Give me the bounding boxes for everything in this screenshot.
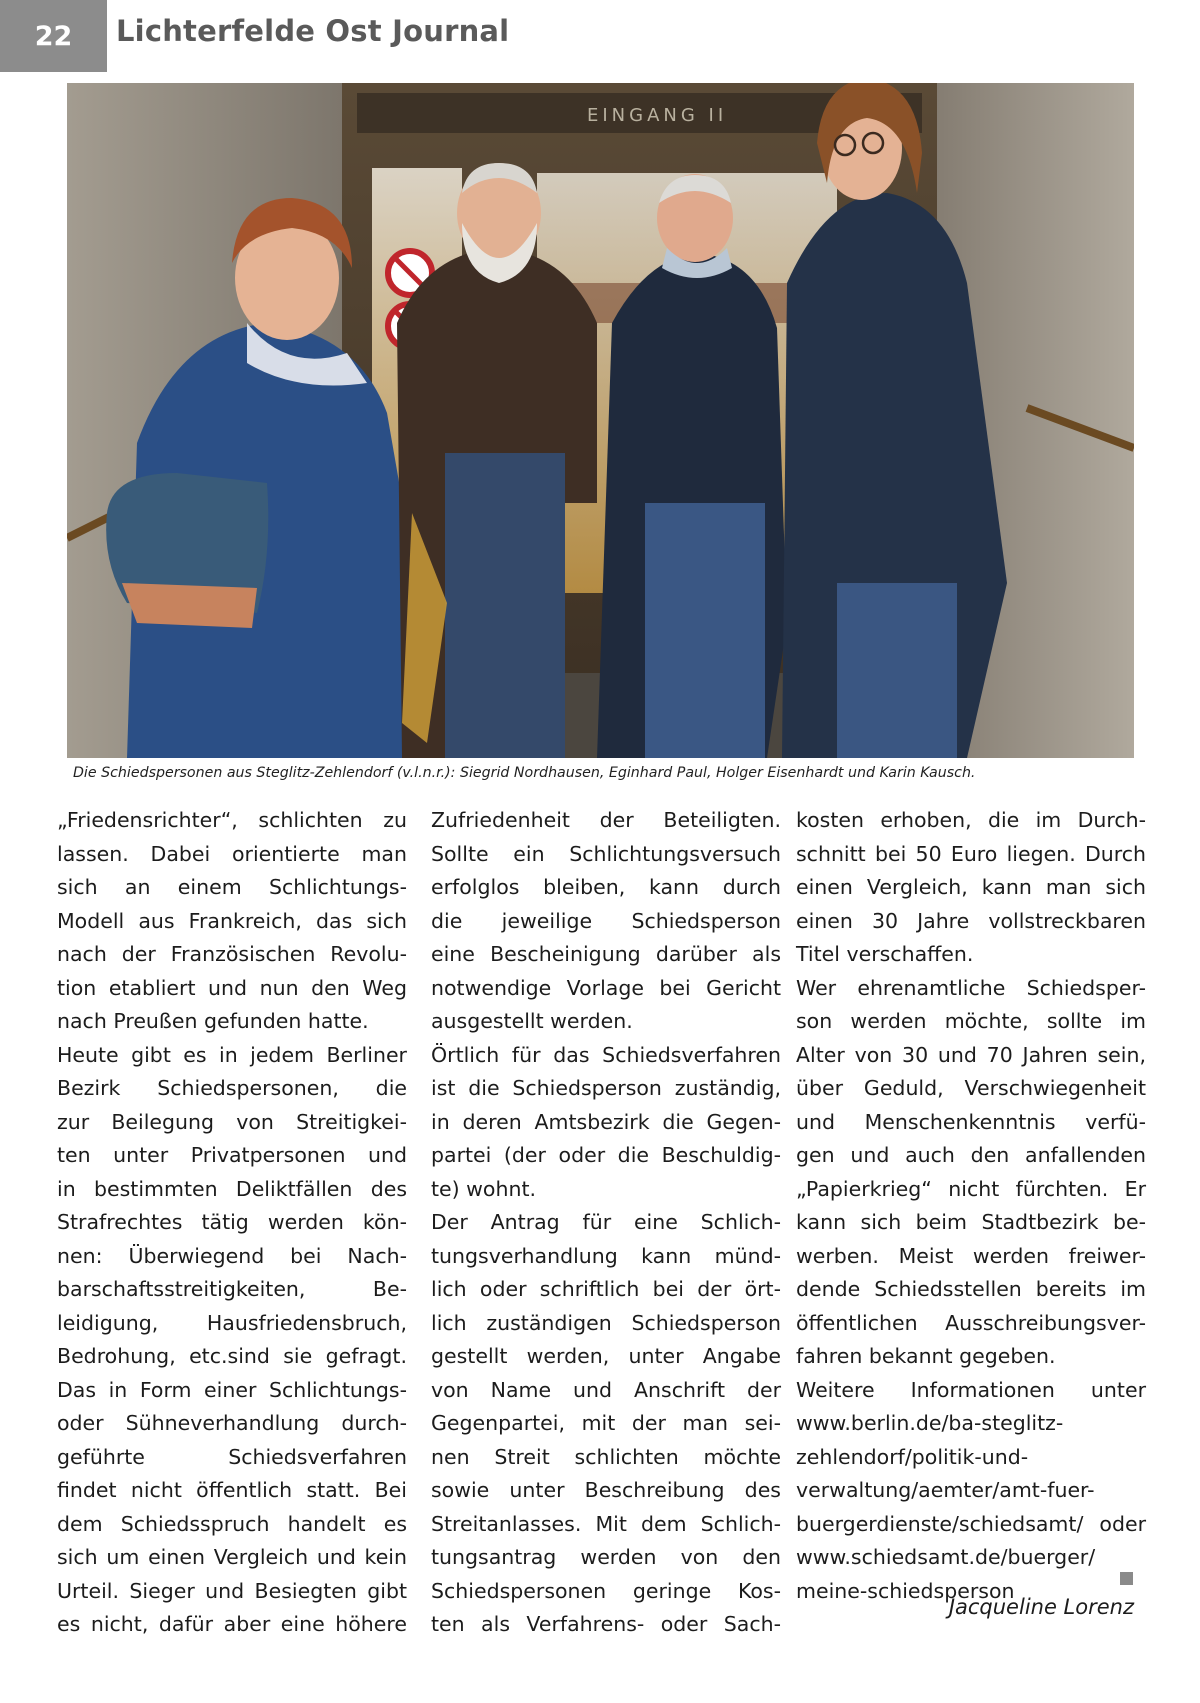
text-line: in bestimmten Deliktfällen des — [57, 1176, 407, 1201]
text-line: lich zuständigen Schiedsperson — [431, 1310, 781, 1335]
text-line: schnitt bei 50 Euro liegen. Durch — [796, 841, 1146, 866]
text-line: Titel verschaffen. — [796, 942, 974, 966]
text-line: Gegenpartei, mit der man sei- — [431, 1411, 781, 1435]
text-line: „Papierkrieg“ nicht fürchten. Er — [796, 1176, 1146, 1201]
text-line: sich um einen Vergleich und kein — [57, 1545, 407, 1569]
text-line: tungsverhandlung kann münd- — [431, 1243, 781, 1268]
text-line: Der Antrag für eine Schlich- — [431, 1210, 781, 1234]
text-line: zehlendorf/politik-und- — [796, 1444, 1029, 1469]
text-line: son werden möchte, sollte im — [796, 1009, 1146, 1033]
text-line: tion etabliert und nun den Weg — [57, 975, 407, 1000]
article-end-mark — [1120, 1572, 1133, 1585]
text-line: nach der Französischen Revolu- — [57, 942, 407, 966]
text-line: zur Beilegung von Streitigkei- — [57, 1109, 407, 1134]
article-column-2 — [431, 804, 781, 1642]
text-line: verwaltung/aemter/amt-fuer- — [796, 1478, 1095, 1502]
text-line: sich an einem Schlichtungs- — [57, 875, 407, 899]
text-line: dem Schiedsspruch handelt es — [57, 1511, 407, 1536]
text-line: Alter von 30 und 70 Jahren sein, — [796, 1042, 1146, 1067]
text-line: nach Preußen gefunden hatte. — [57, 1009, 369, 1033]
text-line: Sollte ein Schlichtungsversuch — [431, 841, 781, 866]
text-line: einen Vergleich, kann man sich — [796, 875, 1146, 899]
text-line: Bezirk Schiedspersonen, die — [57, 1076, 407, 1100]
text-line: leidigung, Hausfriedensbruch, — [57, 1310, 407, 1335]
article-column-3 — [796, 804, 1146, 1608]
text-line: Modell aus Frankreich, das sich — [57, 908, 407, 933]
text-line: te) wohnt. — [431, 1176, 537, 1201]
text-line: lich oder schriftlich bei der ört- — [431, 1277, 781, 1301]
text-line: Schiedspersonen geringe Kos- — [431, 1578, 781, 1603]
text-line: Zufriedenheit der Beteiligten. — [431, 808, 781, 832]
text-line: Das in Form einer Schlichtungs- — [57, 1377, 407, 1402]
text-line: ausgestellt werden. — [431, 1009, 633, 1033]
article-column-1 — [57, 804, 407, 1642]
text-line: öffentlichen Ausschreibungsver- — [796, 1310, 1146, 1335]
text-line: ten unter Privatpersonen und — [57, 1143, 407, 1167]
text-line: findet nicht öffentlich statt. Bei — [57, 1478, 407, 1502]
text-line: kosten erhoben, die im Durch- — [796, 808, 1146, 832]
author-name: Jacqueline Lorenz — [948, 1595, 1134, 1619]
text-line: Urteil. Sieger und Besiegten gibt — [57, 1578, 407, 1603]
text-line: fahren bekannt gegeben. — [796, 1344, 1056, 1368]
text-line: lassen. Dabei orientierte man — [57, 841, 407, 866]
text-line: oder Sühneverhandlung durch- — [57, 1411, 407, 1435]
text-line: ist die Schiedsperson zuständig, — [431, 1076, 781, 1100]
text-line: Strafrechtes tätig werden kön- — [57, 1210, 407, 1234]
text-line: dende Schiedsstellen bereits im — [796, 1277, 1146, 1301]
sign-text: EINGANG II — [587, 105, 728, 126]
text-line: die jeweilige Schiedsperson — [431, 908, 781, 933]
text-line: und Menschenkenntnis verfü- — [796, 1109, 1146, 1134]
text-line: es nicht, dafür aber eine höhere — [57, 1612, 407, 1636]
text-line: ten als Verfahrens- oder Sach- — [431, 1612, 781, 1636]
text-line: nen Streit schlichten möchte — [431, 1444, 781, 1469]
text-line: gestellt werden, unter Angabe — [431, 1344, 781, 1368]
text-line: Örtlich für das Schiedsverfahren — [431, 1042, 781, 1067]
text-line: werben. Meist werden freiwer- — [796, 1243, 1146, 1268]
photo-caption: Die Schiedspersonen aus Steglitz-Zehlendorf (v.l.n.r.): Siegrid Nordhausen, Eginhard Paul, Holger Eisenhardt und Karin Kausch. — [73, 765, 976, 781]
text-line: kann sich beim Stadtbezirk be- — [796, 1210, 1146, 1234]
text-line: einen 30 Jahre vollstreckbaren — [796, 908, 1146, 933]
text-line: „Friedensrichter“, schlichten zu — [57, 808, 407, 832]
text-line: nen: Überwiegend bei Nach- — [57, 1243, 407, 1268]
text-line: Bedrohung, etc.sind sie gefragt. — [57, 1344, 407, 1368]
text-line: meine-schiedsperson — [796, 1578, 1015, 1603]
text-line: über Geduld, Verschwiegenheit — [796, 1076, 1146, 1100]
text-line: buergerdienste/schiedsamt/ oder — [796, 1511, 1146, 1536]
text-line: in deren Amtsbezirk die Gegen- — [431, 1109, 781, 1134]
text-line: barschaftsstreitigkeiten, Be- — [57, 1277, 407, 1301]
text-line: von Name und Anschrift der — [431, 1377, 781, 1402]
text-line: partei (der oder die Beschuldig- — [431, 1143, 781, 1167]
text-line: Wer ehrenamtliche Schiedsper- — [796, 975, 1146, 1000]
text-line: geführte Schiedsverfahren — [57, 1444, 407, 1469]
text-line: Weitere Informationen unter — [796, 1377, 1146, 1402]
page-number: 22 — [0, 0, 107, 72]
text-line: Streitanlasses. Mit dem Schlich- — [431, 1511, 781, 1536]
text-line: Heute gibt es in jedem Berliner — [57, 1042, 407, 1067]
text-line: eine Bescheinigung darüber als — [431, 942, 781, 966]
article-photo — [67, 83, 1134, 758]
text-line: erfolglos bleiben, kann durch — [431, 875, 781, 899]
text-line: sowie unter Beschreibung des — [431, 1478, 781, 1502]
journal-title: Lichterfelde Ost Journal — [116, 14, 510, 48]
text-line: gen und auch den anfallenden — [796, 1143, 1146, 1167]
text-line: www.berlin.de/ba-steglitz- — [796, 1411, 1064, 1435]
text-line: tungsantrag werden von den — [431, 1545, 781, 1569]
photo-group-of-four-people — [67, 83, 1134, 758]
text-line: www.schiedsamt.de/buerger/ — [796, 1545, 1096, 1569]
text-line: notwendige Vorlage bei Gericht — [431, 975, 781, 1000]
